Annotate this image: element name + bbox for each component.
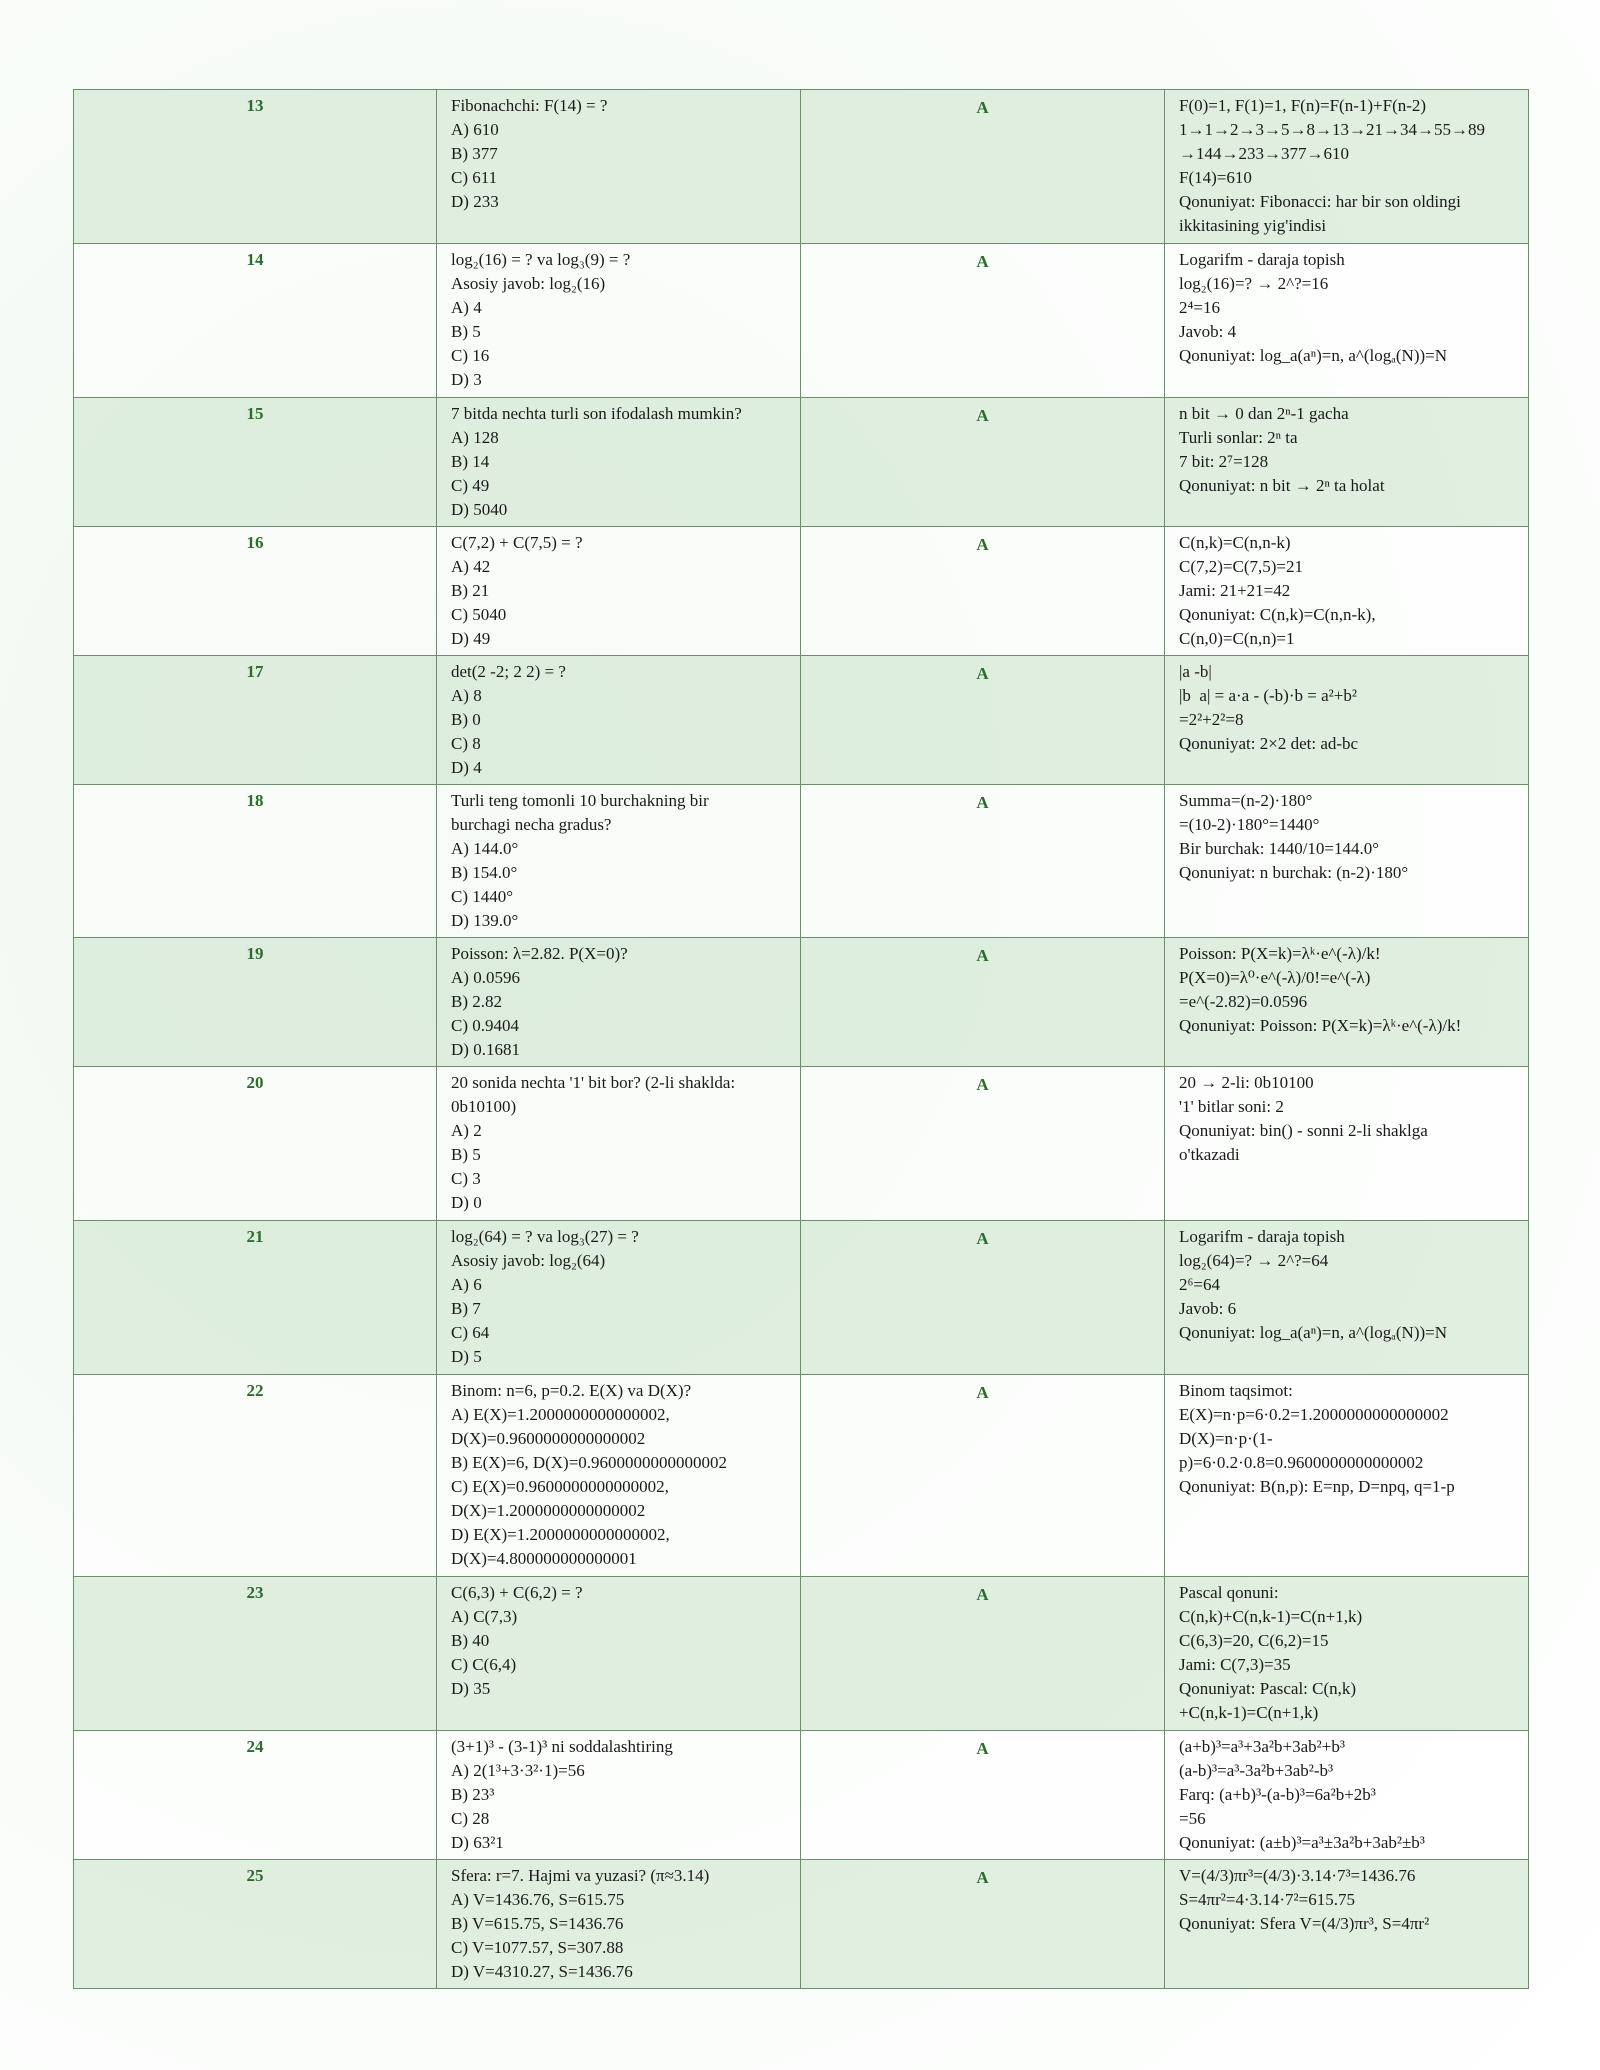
question-number: 21 xyxy=(74,1221,437,1375)
question-cell xyxy=(437,938,801,1067)
question-text: Binom: n=6, p=0.2. E(X) va D(X)? xyxy=(451,1381,692,1400)
explanation-line: Javob: 4 xyxy=(1179,322,1237,341)
answer-letter: A xyxy=(801,1860,1165,1989)
explanation-line: Farq: (a+b)³-(a-b)³=6a²b+2b³ xyxy=(1179,1785,1376,1804)
explanation-line: '1' bitlar soni: 2 xyxy=(1179,1097,1284,1116)
answer-letter: A xyxy=(801,1731,1165,1860)
question-text: Fibonachchi: F(14) = ? xyxy=(451,96,608,115)
explanation-line: =(10-2)·180°=1440° xyxy=(1179,815,1320,834)
explanation-cell xyxy=(1165,1375,1529,1577)
explanation-line: C(6,3)=20, C(6,2)=15 xyxy=(1179,1631,1329,1650)
question-line: D) 139.0° xyxy=(451,911,519,930)
explanation-line: |b a| = a·a - (-b)·b = a²+b² xyxy=(1179,686,1357,705)
explanation-line: Qonuniyat: Sfera V=(4/3)πr³, S=4πr² xyxy=(1179,1914,1430,1933)
answer-letter: A xyxy=(801,938,1165,1067)
answer-letter: A xyxy=(801,1221,1165,1375)
explanation-cell xyxy=(1165,1860,1529,1989)
answer-letter: A xyxy=(801,90,1165,244)
explanation-line: Qonuniyat: n burchak: (n-2)·180° xyxy=(1179,863,1409,882)
question-cell xyxy=(437,1221,801,1375)
question-line: A) 42 xyxy=(451,557,491,576)
table-row xyxy=(74,90,1529,244)
question-number: 24 xyxy=(74,1731,437,1860)
explanation-line: Qonuniyat: n bit → 2ⁿ ta holat xyxy=(1179,476,1385,495)
question-line: B) 154.0° xyxy=(451,863,518,882)
question-text: C(6,3) + C(6,2) = ? xyxy=(451,1583,583,1602)
table-row xyxy=(74,1577,1529,1731)
answer-letter: A xyxy=(801,527,1165,656)
explanation-line: D(X)=n·p·(1- xyxy=(1179,1429,1273,1448)
question-line: A) V=1436.76, S=615.75 xyxy=(451,1890,625,1909)
question-text: (3+1)³ - (3-1)³ ni soddalashtiring xyxy=(451,1737,673,1756)
explanation-line: S=4πr²=4·3.14·7²=615.75 xyxy=(1179,1890,1355,1909)
answer-letter: A xyxy=(801,1375,1165,1577)
question-line: D(X)=4.800000000000001 xyxy=(451,1549,637,1568)
question-cell xyxy=(437,1860,801,1989)
explanation-line: Qonuniyat: Poisson: P(X=k)=λᵏ·e^(-λ)/k! xyxy=(1179,1016,1462,1035)
question-line: A) 4 xyxy=(451,298,482,317)
question-line: C) 28 xyxy=(451,1809,490,1828)
explanation-cell xyxy=(1165,785,1529,938)
explanation-line: →144→233→377→610 xyxy=(1179,144,1349,163)
explanation-line: Javob: 6 xyxy=(1179,1299,1237,1318)
explanation-line: Qonuniyat: B(n,p): E=np, D=npq, q=1-p xyxy=(1179,1477,1455,1496)
question-line: A) 144.0° xyxy=(451,839,519,858)
question-line: D) 3 xyxy=(451,370,482,389)
explanation-cell xyxy=(1165,244,1529,398)
question-line: C) 1440° xyxy=(451,887,514,906)
question-line: D) 5 xyxy=(451,1347,482,1366)
question-line: D) 0 xyxy=(451,1193,482,1212)
explanation-cell xyxy=(1165,938,1529,1067)
table-row xyxy=(74,1731,1529,1860)
explanation-line: Qonuniyat: log_a(aⁿ)=n, a^(logₐ(N))=N xyxy=(1179,1323,1447,1342)
question-line: Asosiy javob: log₂(16) xyxy=(451,274,606,293)
question-line: B) 40 xyxy=(451,1631,490,1650)
question-text: det(2 -2; 2 2) = ? xyxy=(451,662,566,681)
explanation-line: Qonuniyat: Pascal: C(n,k) xyxy=(1179,1679,1357,1698)
table-row xyxy=(74,398,1529,527)
question-cell xyxy=(437,398,801,527)
explanation-cell xyxy=(1165,90,1529,244)
question-cell xyxy=(437,1577,801,1731)
explanation-cell xyxy=(1165,656,1529,785)
table-row xyxy=(74,938,1529,1067)
question-text: 7 bitda nechta turli son ifodalash mumkin? xyxy=(451,404,742,423)
question-line: C) 16 xyxy=(451,346,490,365)
explanation-line: Bir burchak: 1440/10=144.0° xyxy=(1179,839,1380,858)
explanation-line: o'tkazadi xyxy=(1179,1145,1240,1164)
explanation-line: n bit → 0 dan 2ⁿ-1 gacha xyxy=(1179,404,1349,423)
question-line: D) 35 xyxy=(451,1679,491,1698)
explanation-line: log₂(16)=? → 2^?=16 xyxy=(1179,274,1329,293)
question-line: B) 377 xyxy=(451,144,498,163)
question-line: D) E(X)=1.2000000000000002, xyxy=(451,1525,670,1544)
question-line: C) 64 xyxy=(451,1323,490,1342)
explanation-line: Qonuniyat: C(n,k)=C(n,n-k), xyxy=(1179,605,1376,624)
explanation-line: |a -b| xyxy=(1179,662,1212,681)
question-line: D) 233 xyxy=(451,192,499,211)
question-line: C) 5040 xyxy=(451,605,507,624)
question-line: A) 128 xyxy=(451,428,499,447)
explanation-line: Qonuniyat: log_a(aⁿ)=n, a^(logₐ(N))=N xyxy=(1179,346,1447,365)
quiz-table-body xyxy=(74,90,1529,1989)
question-line: D) 0.1681 xyxy=(451,1040,520,1059)
table-row xyxy=(74,244,1529,398)
explanation-line: Turli sonlar: 2ⁿ ta xyxy=(1179,428,1298,447)
question-line: B) 7 xyxy=(451,1299,481,1318)
question-line: D) 5040 xyxy=(451,500,508,519)
explanation-line: Qonuniyat: bin() - sonni 2-li shaklga xyxy=(1179,1121,1428,1140)
explanation-line: Binom taqsimot: xyxy=(1179,1381,1293,1400)
question-line: D(X)=0.9600000000000002 xyxy=(451,1429,646,1448)
question-number: 14 xyxy=(74,244,437,398)
explanation-line: log₂(64)=? → 2^?=64 xyxy=(1179,1251,1329,1270)
question-cell xyxy=(437,1731,801,1860)
question-number: 17 xyxy=(74,656,437,785)
question-line: B) 21 xyxy=(451,581,490,600)
question-number: 23 xyxy=(74,1577,437,1731)
explanation-line: =e^(-2.82)=0.0596 xyxy=(1179,992,1308,1011)
question-line: A) 6 xyxy=(451,1275,482,1294)
question-line: B) V=615.75, S=1436.76 xyxy=(451,1914,624,1933)
question-cell xyxy=(437,785,801,938)
answer-letter: A xyxy=(801,1577,1165,1731)
explanation-line: F(0)=1, F(1)=1, F(n)=F(n-1)+F(n-2) xyxy=(1179,96,1427,115)
question-text: C(7,2) + C(7,5) = ? xyxy=(451,533,583,552)
explanation-line: Qonuniyat: (a±b)³=a³±3a²b+3ab²±b³ xyxy=(1179,1833,1425,1852)
explanation-line: Qonuniyat: Fibonacci: har bir son oldingi xyxy=(1179,192,1461,211)
answer-letter: A xyxy=(801,785,1165,938)
question-cell xyxy=(437,1067,801,1221)
question-cell xyxy=(437,90,801,244)
question-line: D(X)=1.2000000000000002 xyxy=(451,1501,646,1520)
explanation-line: Logarifm - daraja topish xyxy=(1179,1227,1345,1246)
question-line: A) 2 xyxy=(451,1121,482,1140)
question-line: A) 8 xyxy=(451,686,482,705)
question-line: burchagi necha gradus? xyxy=(451,815,612,834)
question-line: C) 8 xyxy=(451,734,481,753)
question-text: log₂(64) = ? va log₃(27) = ? xyxy=(451,1227,639,1246)
question-line: D) 49 xyxy=(451,629,491,648)
question-text: 20 sonida nechta '1' bit bor? (2-li shaklda: xyxy=(451,1073,736,1092)
question-line: B) 2.82 xyxy=(451,992,502,1011)
explanation-line: p)=6·0.2·0.8=0.9600000000000002 xyxy=(1179,1453,1424,1472)
explanation-line: Logarifm - daraja topish xyxy=(1179,250,1345,269)
explanation-line: Poisson: P(X=k)=λᵏ·e^(-λ)/k! xyxy=(1179,944,1381,963)
explanation-line: C(n,k)+C(n,k-1)=C(n+1,k) xyxy=(1179,1607,1363,1626)
question-line: C) V=1077.57, S=307.88 xyxy=(451,1938,624,1957)
table-row xyxy=(74,527,1529,656)
explanation-line: V=(4/3)πr³=(4/3)·3.14·7³=1436.76 xyxy=(1179,1866,1416,1885)
question-cell xyxy=(437,1375,801,1577)
explanation-line: P(X=0)=λ⁰·e^(-λ)/0!=e^(-λ) xyxy=(1179,968,1371,987)
question-text: log₂(16) = ? va log₃(9) = ? xyxy=(451,250,631,269)
question-line: C) 3 xyxy=(451,1169,481,1188)
question-line: D) V=4310.27, S=1436.76 xyxy=(451,1962,633,1981)
question-number: 25 xyxy=(74,1860,437,1989)
explanation-line: Jami: 21+21=42 xyxy=(1179,581,1291,600)
explanation-line: C(n,k)=C(n,n-k) xyxy=(1179,533,1291,552)
question-line: Asosiy javob: log₂(64) xyxy=(451,1251,606,1270)
question-line: B) 14 xyxy=(451,452,490,471)
explanation-line: =2²+2²=8 xyxy=(1179,710,1244,729)
table-row xyxy=(74,656,1529,785)
explanation-line: 20 → 2-li: 0b10100 xyxy=(1179,1073,1314,1092)
answer-letter: A xyxy=(801,1067,1165,1221)
explanation-cell xyxy=(1165,1577,1529,1731)
question-line: B) E(X)=6, D(X)=0.9600000000000002 xyxy=(451,1453,728,1472)
explanation-cell xyxy=(1165,527,1529,656)
explanation-cell xyxy=(1165,398,1529,527)
explanation-line: E(X)=n·p=6·0.2=1.2000000000000002 xyxy=(1179,1405,1449,1424)
question-text: Sfera: r=7. Hajmi va yuzasi? (π≈3.14) xyxy=(451,1866,710,1885)
explanation-line: 2⁴=16 xyxy=(1179,298,1221,317)
question-line: B) 5 xyxy=(451,1145,481,1164)
question-cell xyxy=(437,656,801,785)
question-line: C) C(6,4) xyxy=(451,1655,517,1674)
explanation-cell xyxy=(1165,1731,1529,1860)
question-line: A) C(7,3) xyxy=(451,1607,518,1626)
question-number: 16 xyxy=(74,527,437,656)
explanation-line: 2⁶=64 xyxy=(1179,1275,1221,1294)
answer-letter: A xyxy=(801,244,1165,398)
question-line: A) 610 xyxy=(451,120,499,139)
question-line: A) 2(1³+3·3²·1)=56 xyxy=(451,1761,585,1780)
question-number: 20 xyxy=(74,1067,437,1221)
question-line: C) 611 xyxy=(451,168,498,187)
explanation-line: +C(n,k-1)=C(n+1,k) xyxy=(1179,1703,1319,1722)
table-row xyxy=(74,1067,1529,1221)
question-number: 13 xyxy=(74,90,437,244)
explanation-line: C(n,0)=C(n,n)=1 xyxy=(1179,629,1295,648)
explanation-line: C(7,2)=C(7,5)=21 xyxy=(1179,557,1303,576)
explanation-line: 1→1→2→3→5→8→13→21→34→55→89 xyxy=(1179,120,1485,139)
quiz-table xyxy=(73,89,1529,1989)
question-line: D) 4 xyxy=(451,758,482,777)
explanation-cell xyxy=(1165,1221,1529,1375)
question-line: D) 63²1 xyxy=(451,1833,504,1852)
question-cell xyxy=(437,244,801,398)
explanation-line: 7 bit: 2⁷=128 xyxy=(1179,452,1269,471)
question-number: 18 xyxy=(74,785,437,938)
explanation-line: F(14)=610 xyxy=(1179,168,1252,187)
explanation-line: Jami: C(7,3)=35 xyxy=(1179,1655,1291,1674)
question-cell xyxy=(437,527,801,656)
table-row xyxy=(74,1375,1529,1577)
explanation-line: ikkitasining yig'indisi xyxy=(1179,216,1327,235)
question-line: A) E(X)=1.2000000000000002, xyxy=(451,1405,670,1424)
question-text: Turli teng tomonli 10 burchakning bir xyxy=(451,791,709,810)
table-row xyxy=(74,1221,1529,1375)
question-line: C) E(X)=0.9600000000000002, xyxy=(451,1477,669,1496)
answer-letter: A xyxy=(801,398,1165,527)
question-line: B) 5 xyxy=(451,322,481,341)
question-line: C) 0.9404 xyxy=(451,1016,519,1035)
question-text: Poisson: λ=2.82. P(X=0)? xyxy=(451,944,628,963)
question-line: A) 0.0596 xyxy=(451,968,520,987)
answer-letter: A xyxy=(801,656,1165,785)
question-line: B) 23³ xyxy=(451,1785,495,1804)
question-line: 0b10100) xyxy=(451,1097,517,1116)
explanation-line: Summa=(n-2)·180° xyxy=(1179,791,1313,810)
table-row xyxy=(74,1860,1529,1989)
question-number: 22 xyxy=(74,1375,437,1577)
question-line: C) 49 xyxy=(451,476,490,495)
table-row xyxy=(74,785,1529,938)
explanation-line: (a-b)³=a³-3a²b+3ab²-b³ xyxy=(1179,1761,1334,1780)
explanation-line: =56 xyxy=(1179,1809,1206,1828)
explanation-line: Pascal qonuni: xyxy=(1179,1583,1279,1602)
question-line: B) 0 xyxy=(451,710,481,729)
question-number: 19 xyxy=(74,938,437,1067)
explanation-line: Qonuniyat: 2×2 det: ad-bc xyxy=(1179,734,1359,753)
explanation-cell xyxy=(1165,1067,1529,1221)
question-number: 15 xyxy=(74,398,437,527)
explanation-line: (a+b)³=a³+3a²b+3ab²+b³ xyxy=(1179,1737,1345,1756)
